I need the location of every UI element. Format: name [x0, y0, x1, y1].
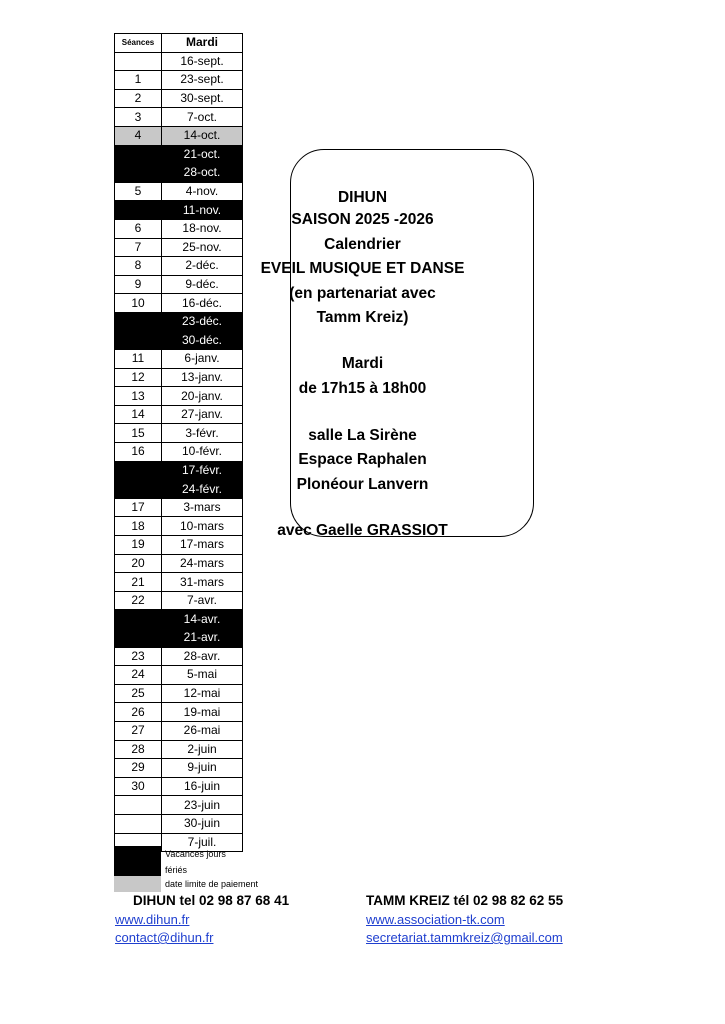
calendar-row — [115, 591, 243, 610]
calendar-row — [115, 777, 243, 796]
session-number — [115, 610, 162, 629]
calendar-row — [115, 498, 243, 517]
session-number: 6 — [115, 219, 162, 238]
session-date: 9-déc. — [162, 275, 243, 294]
session-number: 25 — [115, 684, 162, 703]
calendar-row — [115, 610, 243, 629]
session-number: 4 — [115, 126, 162, 145]
calendar-row — [115, 666, 243, 685]
session-date: 20-janv. — [162, 387, 243, 406]
calendar-row — [115, 71, 243, 90]
session-date: 17-févr. — [162, 461, 243, 480]
legend-holiday-label — [165, 846, 226, 877]
dihun-contact-title: DIHUN tel 02 98 87 68 41 — [133, 893, 290, 908]
session-date: 30-déc. — [162, 331, 243, 350]
session-date: 2-juin — [162, 740, 243, 759]
session-number: 10 — [115, 294, 162, 313]
session-date: 25-nov. — [162, 238, 243, 257]
session-number — [115, 331, 162, 350]
time-info: de 17h15 à 18h00 — [298, 380, 427, 397]
calendar-row — [115, 126, 243, 145]
session-number: 11 — [115, 350, 162, 369]
session-number: 22 — [115, 591, 162, 610]
calendar-header-row — [115, 34, 243, 53]
session-number: 28 — [115, 740, 162, 759]
day-header: Mardi — [162, 34, 243, 53]
session-number — [115, 164, 162, 183]
session-number: 18 — [115, 517, 162, 536]
session-date: 14-avr. — [162, 610, 243, 629]
session-number: 16 — [115, 443, 162, 462]
session-number — [115, 52, 162, 71]
tammkreiz-contact-title: TAMM KREIZ tél 02 98 82 62 55 — [366, 893, 564, 908]
session-number: 9 — [115, 275, 162, 294]
calendar-row — [115, 405, 243, 424]
session-date: 30-juin — [162, 814, 243, 833]
legend-deadline-swatch — [114, 876, 161, 892]
session-date: 27-janv. — [162, 405, 243, 424]
calendar-row — [115, 796, 243, 815]
session-date: 10-mars — [162, 517, 243, 536]
session-number: 13 — [115, 387, 162, 406]
org-name: DIHUN — [337, 189, 388, 206]
session-date: 28-oct. — [162, 164, 243, 183]
session-date: 24-févr. — [162, 480, 243, 499]
calendar-row — [115, 814, 243, 833]
tammkreiz-website-link[interactable]: www.association-tk.com — [366, 912, 505, 927]
dihun-website-link[interactable]: www.dihun.fr — [115, 912, 190, 927]
session-date: 26-mai — [162, 721, 243, 740]
legend-deadline-label: date limite de paiement — [165, 879, 259, 889]
calendar-row — [115, 759, 243, 778]
venue-space: Espace Raphalen — [298, 451, 427, 468]
season-title: SAISON 2025 -2026 — [291, 211, 434, 228]
calendar-row — [115, 740, 243, 759]
legend-holiday-line2: fériés — [165, 865, 188, 875]
calendar-row — [115, 554, 243, 573]
day-info: Mardi — [341, 355, 384, 372]
tammkreiz-email-link[interactable]: secretariat.tammkreiz@gmail.com — [366, 930, 563, 945]
session-number: 17 — [115, 498, 162, 517]
session-number: 1 — [115, 71, 162, 90]
activity-title: EVEIL MUSIQUE ET DANSE — [260, 260, 465, 277]
session-date: 11-nov. — [162, 201, 243, 220]
session-number — [115, 796, 162, 815]
session-date: 16-juin — [162, 777, 243, 796]
session-date: 18-nov. — [162, 219, 243, 238]
session-number — [115, 629, 162, 648]
session-number: 15 — [115, 424, 162, 443]
session-date: 10-févr. — [162, 443, 243, 462]
session-date: 21-avr. — [162, 629, 243, 648]
session-date: 4-nov. — [162, 182, 243, 201]
session-number: 20 — [115, 554, 162, 573]
session-number: 12 — [115, 368, 162, 387]
venue-town: Plonéour Lanvern — [296, 476, 429, 493]
session-date: 2-déc. — [162, 257, 243, 276]
session-number: 27 — [115, 721, 162, 740]
calendar-row — [115, 89, 243, 108]
calendar-row — [115, 703, 243, 722]
calendar-row — [115, 52, 243, 71]
legend-holiday — [114, 846, 264, 876]
session-date: 14-oct. — [162, 126, 243, 145]
session-date: 9-juin — [162, 759, 243, 778]
session-number: 24 — [115, 666, 162, 685]
legend-holiday-swatch — [114, 846, 161, 876]
calendar-row — [115, 145, 243, 164]
session-date: 24-mars — [162, 554, 243, 573]
session-date: 16-sept. — [162, 52, 243, 71]
venue-room: salle La Sirène — [308, 427, 417, 444]
session-number: 19 — [115, 536, 162, 555]
session-date: 23-juin — [162, 796, 243, 815]
session-date: 3-févr. — [162, 424, 243, 443]
session-date: 23-déc. — [162, 312, 243, 331]
session-number: 3 — [115, 108, 162, 127]
partnership-line2: Tamm Kreiz) — [316, 309, 409, 326]
calendar-row — [115, 721, 243, 740]
session-number: 8 — [115, 257, 162, 276]
session-date: 13-janv. — [162, 368, 243, 387]
session-date: 23-sept. — [162, 71, 243, 90]
session-number: 30 — [115, 777, 162, 796]
session-number: 21 — [115, 573, 162, 592]
session-date: 19-mai — [162, 703, 243, 722]
session-date: 7-avr. — [162, 591, 243, 610]
session-number: 29 — [115, 759, 162, 778]
session-date: 3-mars — [162, 498, 243, 517]
session-date: 16-déc. — [162, 294, 243, 313]
calendar-row — [115, 164, 243, 183]
session-date: 7-oct. — [162, 108, 243, 127]
session-date: 31-mars — [162, 573, 243, 592]
session-number — [115, 814, 162, 833]
session-number: 2 — [115, 89, 162, 108]
calendar-title: Calendrier — [324, 236, 401, 253]
calendar-row — [115, 629, 243, 648]
session-number: 7 — [115, 238, 162, 257]
partnership-line1: (en partenariat avec — [289, 285, 436, 302]
session-date: 17-mars — [162, 536, 243, 555]
session-date: 21-oct. — [162, 145, 243, 164]
session-number: 26 — [115, 703, 162, 722]
dihun-email-link[interactable]: contact@dihun.fr — [115, 930, 214, 945]
session-date: 6-janv. — [162, 350, 243, 369]
calendar-row — [115, 647, 243, 666]
session-date: 28-avr. — [162, 647, 243, 666]
calendar-row — [115, 331, 243, 350]
session-date: 12-mai — [162, 684, 243, 703]
session-date: 7-juil. — [162, 833, 243, 852]
session-number: 14 — [115, 405, 162, 424]
session-number — [115, 145, 162, 164]
teacher-line: avec Gaelle GRASSIOT — [277, 522, 448, 539]
session-number: 23 — [115, 647, 162, 666]
legend-holiday-line1: Vacances jours — [165, 849, 226, 859]
session-date: 5-mai — [162, 666, 243, 685]
session-date: 30-sept. — [162, 89, 243, 108]
session-number: 5 — [115, 182, 162, 201]
sessions-header: Séances — [115, 34, 162, 53]
legend-deadline — [114, 876, 274, 892]
calendar-row — [115, 108, 243, 127]
calendar-row — [115, 684, 243, 703]
calendar-row — [115, 573, 243, 592]
